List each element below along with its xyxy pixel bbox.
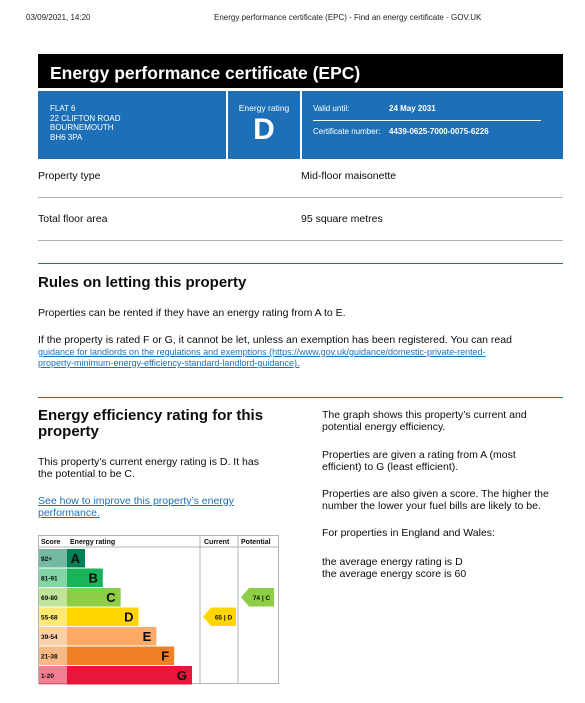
floor-area-value: 95 square metres (301, 213, 383, 225)
address-line: FLAT 6 (50, 104, 76, 113)
explanation-line: number the lower your fuel bills are likely to be. (322, 500, 541, 512)
improve-performance-link[interactable] (38, 495, 234, 519)
efficiency-heading-line: Energy efficiency rating for this (38, 407, 264, 424)
score-label: 92+ (41, 556, 53, 563)
explanation-line: potential energy efficiency. (322, 421, 446, 433)
potential-rating-label: 74 | C (252, 595, 271, 602)
section-divider (38, 263, 563, 264)
current-rating-text (38, 456, 259, 480)
score-label: 39-54 (41, 634, 58, 641)
explanation-line: the average energy rating is D (322, 556, 463, 568)
explanation-line: Properties are also given a score. The higher the (322, 488, 549, 500)
certificate-number-value: 4439-0625-7000-0075-6226 (389, 127, 489, 136)
improve-link-line[interactable]: See how to improve this property’s energy (38, 495, 234, 507)
score-label: 81-91 (41, 575, 58, 583)
energy-rating-panel (228, 91, 300, 159)
energy-rating-label: Energy rating (238, 103, 290, 113)
explanation-line: the average energy score is 60 (322, 568, 467, 580)
landlord-guidance-link[interactable] (38, 347, 486, 369)
rating-explanation (322, 449, 516, 473)
current-column-header: Current (204, 539, 230, 546)
energy-rating-value: D (253, 113, 275, 146)
letting-para-2: If the property is rated F or G, it cannot be let, unless an exemption has been registered. You can read (38, 334, 512, 346)
print-page-title: Energy performance certificate (EPC) - Find an energy certificate - GOV.UK (214, 13, 482, 22)
address-panel (38, 91, 226, 159)
rating-column-header: Energy rating (70, 539, 116, 546)
score-label: 55-68 (41, 614, 58, 622)
energy-rating-chart (38, 535, 280, 685)
explanation-line: Properties are given a rating from A (most (322, 449, 516, 461)
landlord-guidance-link-line[interactable]: guidance for landlords on the regulations and exemptions (https://www.gov.uk/guidance/domestic-private-rented- (38, 347, 486, 357)
floor-area-label: Total floor area (38, 213, 108, 225)
validity-panel (302, 91, 563, 159)
certificate-number-label: Certificate number: (313, 127, 381, 136)
rating-band-letter: G (176, 668, 187, 683)
rating-band-bar (67, 647, 174, 666)
letting-para-1: Properties can be rented if they have an energy rating from A to E. (38, 307, 346, 319)
graph-explanation (322, 409, 527, 433)
explanation-line: The graph shows this property’s current and (322, 409, 527, 421)
improve-link-line[interactable]: performance. (38, 507, 100, 519)
rating-band-letter: D (124, 609, 134, 625)
explanation-line: efficient) to G (least efficient). (322, 461, 459, 473)
rating-band-letter: F (161, 648, 170, 664)
current-rating-line: the potential to be C. (38, 468, 135, 480)
letting-heading: Rules on letting this property (38, 274, 247, 291)
address-line: 22 CLIFTON ROAD (50, 113, 121, 123)
row-divider (38, 197, 563, 198)
address-line: BH6 3PA (50, 132, 83, 142)
score-column-header: Score (41, 539, 61, 546)
section-divider (38, 397, 563, 398)
score-label: 21-38 (41, 653, 58, 661)
rating-band-letter: E (142, 629, 152, 644)
validity-divider (313, 120, 541, 121)
rating-band-bar (67, 666, 192, 685)
valid-until-value: 24 May 2031 (389, 104, 436, 113)
rating-band-letter: B (88, 570, 98, 586)
score-label: 1-20 (41, 673, 55, 680)
row-divider (38, 240, 563, 241)
efficiency-heading-line: property (38, 423, 99, 440)
average-rating-text (322, 556, 466, 580)
property-type-value: Mid-floor maisonette (301, 170, 397, 182)
region-text (322, 527, 495, 539)
page-title: Energy performance certificate (EPC) (38, 54, 563, 88)
current-rating-line: This property’s current energy rating is D. It has (38, 456, 259, 468)
potential-column-header: Potential (241, 539, 271, 546)
address-line: BOURNEMOUTH (50, 123, 114, 132)
rating-band-letter: C (106, 590, 116, 605)
property-type-label: Property type (38, 170, 101, 182)
rating-band-letter: A (70, 551, 80, 566)
landlord-guidance-link-line[interactable]: property-minimum-energy-efficiency-standard-landlord-guidance). (38, 358, 300, 368)
valid-until-label: Valid until: (313, 104, 350, 113)
current-rating-label: 65 | D (214, 614, 233, 622)
print-datetime: 03/09/2021, 14:20 (26, 13, 91, 22)
score-explanation (322, 488, 549, 512)
score-label: 69-80 (41, 595, 58, 602)
efficiency-heading (38, 408, 263, 440)
explanation-line: For properties in England and Wales: (322, 527, 495, 539)
